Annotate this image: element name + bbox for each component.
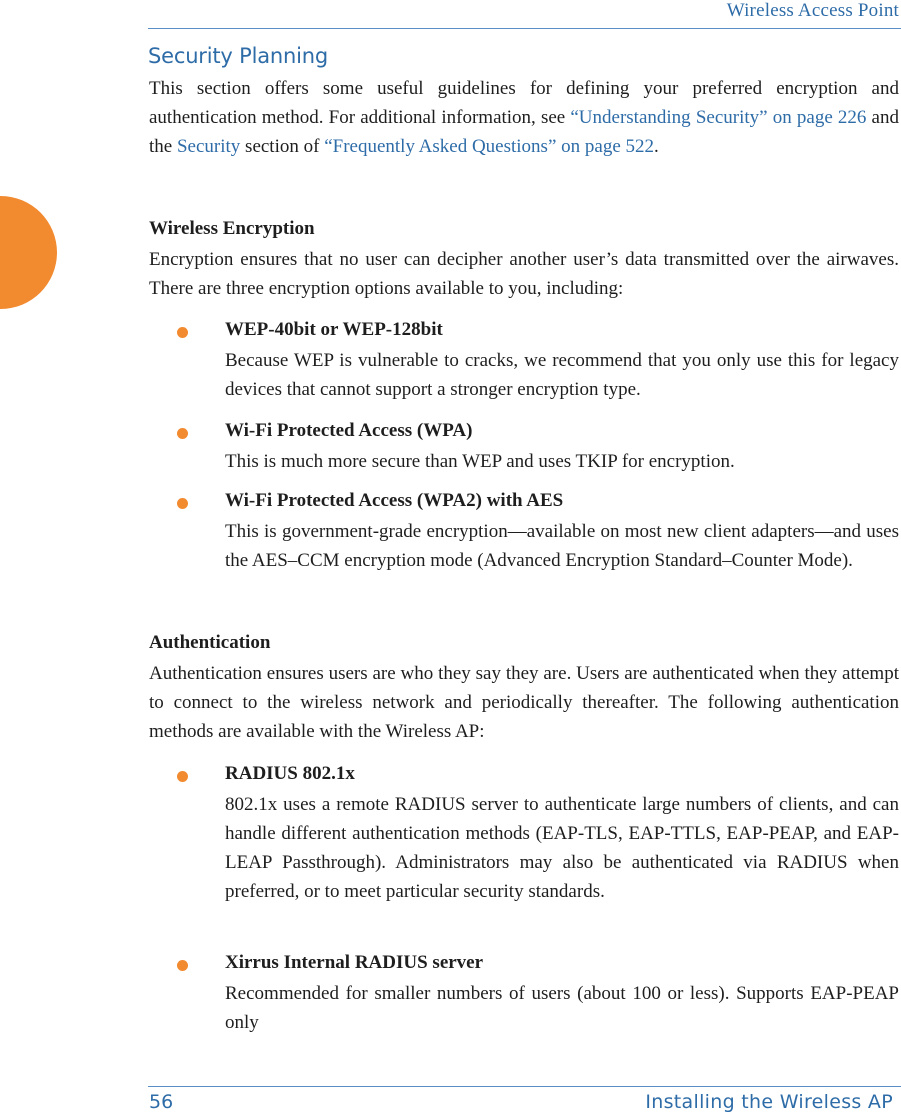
encryption-item-text: This is government-grade encryption—available on most new client adapters—and uses the AES–CCM encryption mode (Advanced Encryption Standard–Counter Mode). xyxy=(225,521,899,571)
running-header-title: Wireless Access Point xyxy=(726,0,899,21)
security-link[interactable]: Security xyxy=(176,136,241,157)
authentication-intro-paragraph: Authentication ensures users are who they say they are. Users are authenticated when they attempt to connect to the wireless network and periodically thereafter. The following authentication methods are available with the Wireless AP: xyxy=(149,663,899,742)
section-intro-paragraph xyxy=(149,74,899,161)
footer-rule xyxy=(148,1086,901,1087)
intro-text-3: section of xyxy=(240,136,325,157)
authentication-item-title: RADIUS 802.1x xyxy=(225,763,355,784)
wireless-encryption-heading: Wireless Encryption xyxy=(149,218,315,239)
page-number: 56 xyxy=(149,1091,174,1113)
header-rule xyxy=(148,28,901,29)
authentication-heading: Authentication xyxy=(149,632,271,653)
bullet-icon xyxy=(177,960,188,971)
intro-text-2: and the xyxy=(149,107,899,157)
intro-text-1: This section offers some useful guidelines for defining your preferred encryption and authentication method. For additional information, see xyxy=(149,78,899,128)
encryption-item-text: This is much more secure than WEP and uses TKIP for encryption. xyxy=(225,451,735,472)
authentication-item-text: Recommended for smaller numbers of users (about 100 or less). Supports EAP-PEAP only xyxy=(225,983,899,1033)
encryption-item-title: Wi-Fi Protected Access (WPA) xyxy=(225,420,473,441)
encryption-item-text: Because WEP is vulnerable to cracks, we recommend that you only use this for legacy devices that cannot support a stronger encryption type. xyxy=(225,350,899,400)
understanding-security-link[interactable]: “Understanding Security” on page 226 xyxy=(570,107,867,128)
chapter-tab-marker xyxy=(0,196,57,309)
section-title: Security Planning xyxy=(148,44,328,68)
bullet-icon xyxy=(177,498,188,509)
authentication-item-title: Xirrus Internal RADIUS server xyxy=(225,952,484,973)
encryption-intro-paragraph: Encryption ensures that no user can decipher another user’s data transmitted over the airwaves. There are three encryption options available to you, including: xyxy=(149,249,899,299)
authentication-item-text: 802.1x uses a remote RADIUS server to authenticate large numbers of clients, and can handle different authentication methods (EAP-TLS, EAP-TTLS, EAP-PEAP, and EAP-LEAP Passthrough). Administrators may also be authenticated via RADIUS when preferred, or to meet particular security standards. xyxy=(225,794,899,902)
faq-link[interactable]: “Frequently Asked Questions” on page 522 xyxy=(324,136,655,157)
footer-chapter-title: Installing the Wireless AP xyxy=(645,1091,893,1113)
bullet-icon xyxy=(177,327,188,338)
encryption-item-title: WEP-40bit or WEP-128bit xyxy=(225,319,443,340)
bullet-icon xyxy=(177,428,188,439)
encryption-item-title: Wi-Fi Protected Access (WPA2) with AES xyxy=(225,490,564,511)
intro-text-4: . xyxy=(654,136,659,157)
bullet-icon xyxy=(177,771,188,782)
